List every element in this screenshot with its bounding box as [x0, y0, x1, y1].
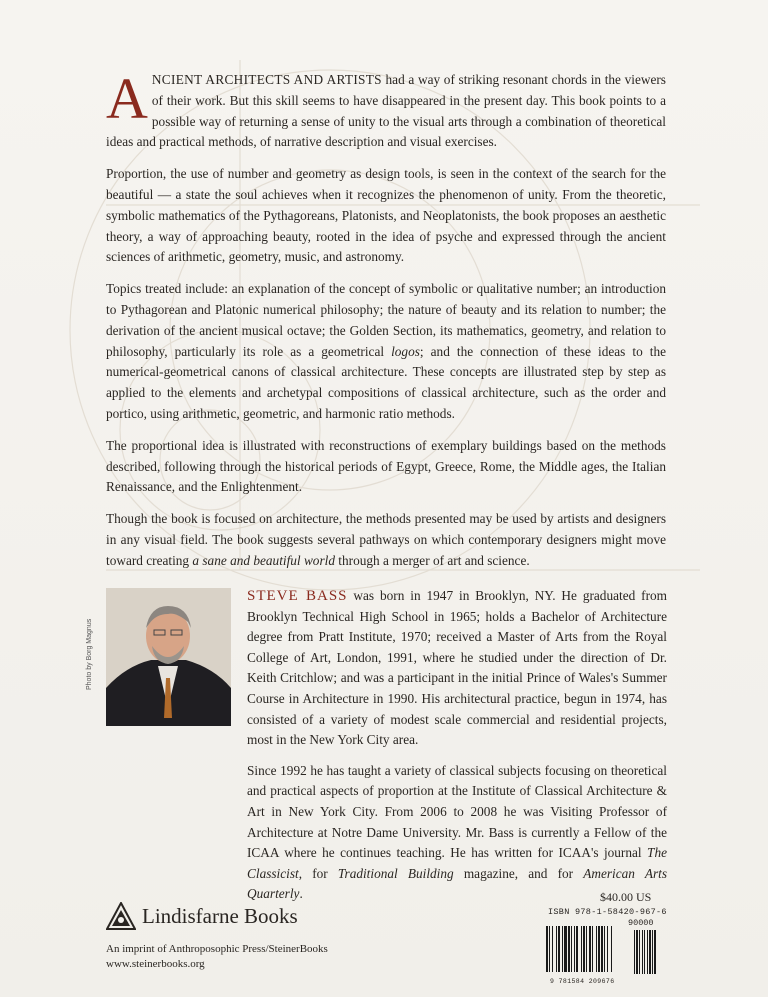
- drop-cap: A: [106, 66, 148, 131]
- price: $40.00 US: [600, 890, 652, 904]
- bio-text-2c: magazine, and for: [453, 865, 584, 881]
- barcode-icon: [546, 926, 664, 976]
- lindisfarne-logo-icon: [106, 902, 136, 930]
- barcode-addon: 90000: [628, 918, 654, 928]
- publisher-website: www.steinerbooks.org: [106, 958, 205, 970]
- isbn: ISBN 978-1-58420-967-6: [548, 907, 667, 917]
- bio-quarterly: American Arts Quarterly: [247, 865, 668, 902]
- publisher-name: Lindisfarne Books: [142, 903, 298, 928]
- photo-credit: Photo by Borg Magnus: [86, 618, 93, 690]
- methods-emphasis: a sane and beautiful world: [192, 552, 335, 568]
- paragraph-methods: [106, 509, 666, 571]
- imprint-info: [106, 942, 328, 972]
- bio-text-2d: .: [299, 886, 303, 902]
- bio-magazine: Traditional Building: [337, 865, 454, 881]
- topics-text-b: ; and the connection of these ideas to the numerical-geometrical canons of classical architecture. These concepts are illustrated step by step as applied to the elements and archetypal compositions of classical architecture, such as the order and portico, using arithmetic, geometric, and harmonic ratio methods.: [106, 343, 667, 421]
- bio-journal: The Classicist: [247, 845, 667, 881]
- author-photo: [106, 588, 231, 726]
- bio-text-2a: Since 1992 he has taught a variety of classical subjects focusing on theoretical and practical aspects of proportion at the Institute of Classical Architecture & Art in New York City. From 2006 to 2008 he was Visiting Professor of Architecture at Notre Dame University. Mr. Bass is currently a Fellow of the ICAA where he continues teaching. He has written for ICAA's journal: [247, 762, 667, 861]
- methods-text-a: Though the book is focused on architecture, the methods presented may be used by artists and designers in any visual field. The book suggests several pathways on which contemporary designers might move toward creating: [106, 511, 666, 568]
- bio-paragraph-1: [247, 586, 667, 751]
- author-name: STEVE BASS: [247, 588, 348, 604]
- bio-text-1: was born in 1947 in Brooklyn, NY. He graduated from Brooklyn Technical High School in 1965; holds a Bachelor of Architecture degree from Pratt Institute, 1970; received a Master of Arts from the Royal College of Art, London, 1991, where he studied under the direction of Dr. Keith Critchlow; and was a participant in the initial Prince of Wales's Summer Course in Architecture in 1990. His architectural practice, begun in 1974, has consisted of a variety of modest scale commercial and residential projects, most in the New York City area.: [247, 588, 667, 748]
- paragraph-topics: [106, 279, 666, 425]
- imprint-line: An imprint of Anthroposophic Press/SteinerBooks: [106, 943, 328, 955]
- bio-paragraph-2: [247, 761, 667, 905]
- paragraph-reconstructions: The proportional idea is illustrated with reconstructions of exemplary buildings based on the methods described, following through the historical periods of Egypt, Greece, Rome, the Middle ages, the Italian Renaissance, and the Enlightenment.: [106, 437, 666, 495]
- publisher-logo: [106, 902, 298, 930]
- topics-logos: logos: [391, 343, 420, 359]
- author-bio: [247, 586, 667, 916]
- author-portrait: [106, 588, 231, 726]
- topics-text-a: Topics treated include: an explanation of the concept of symbolic or qualitative number; an introduction to Pythagorean and Platonic numerical philosophy; the nature of beauty and its relation to number; the derivation of the ancient musical octave; the Golden Section, its mathematics, geometry, and relation to philosophy, particularly its role as a geometrical: [106, 281, 666, 359]
- description: [106, 66, 667, 583]
- barcode-number: 9 781584 209676: [550, 978, 615, 985]
- paragraph-intro: [106, 66, 666, 153]
- paragraph-proportion: Proportion, the use of number and geometry as design tools, is seen in the context of the search for the beautiful — a state the soul achieves when it recognizes the phenomenon of unity. From the theoretic, symbolic mathematics of the Pythagoreans, Platonists, and Neoplatonists, the book proposes an aesthetic theory, a way of approaching beauty, rooted in the idea of psyche and expressed through the ancient sciences of arithmetic, geometry, music, and astronomy.: [106, 166, 666, 265]
- methods-text-b: through a merger of art and science.: [334, 552, 530, 568]
- opening-caps: NCIENT ARCHITECTS AND ARTISTS: [151, 72, 382, 87]
- bio-text-2b: , for: [298, 865, 338, 881]
- intro-text: had a way of striking resonant chords in the viewers of their work. But this skill seems to have disappeared in the present day. This book points to a possible way of returning a sense of unity to the visual arts through a combination of theoretical ideas and practical methods, of narrative description and visual exercises.: [106, 72, 666, 150]
